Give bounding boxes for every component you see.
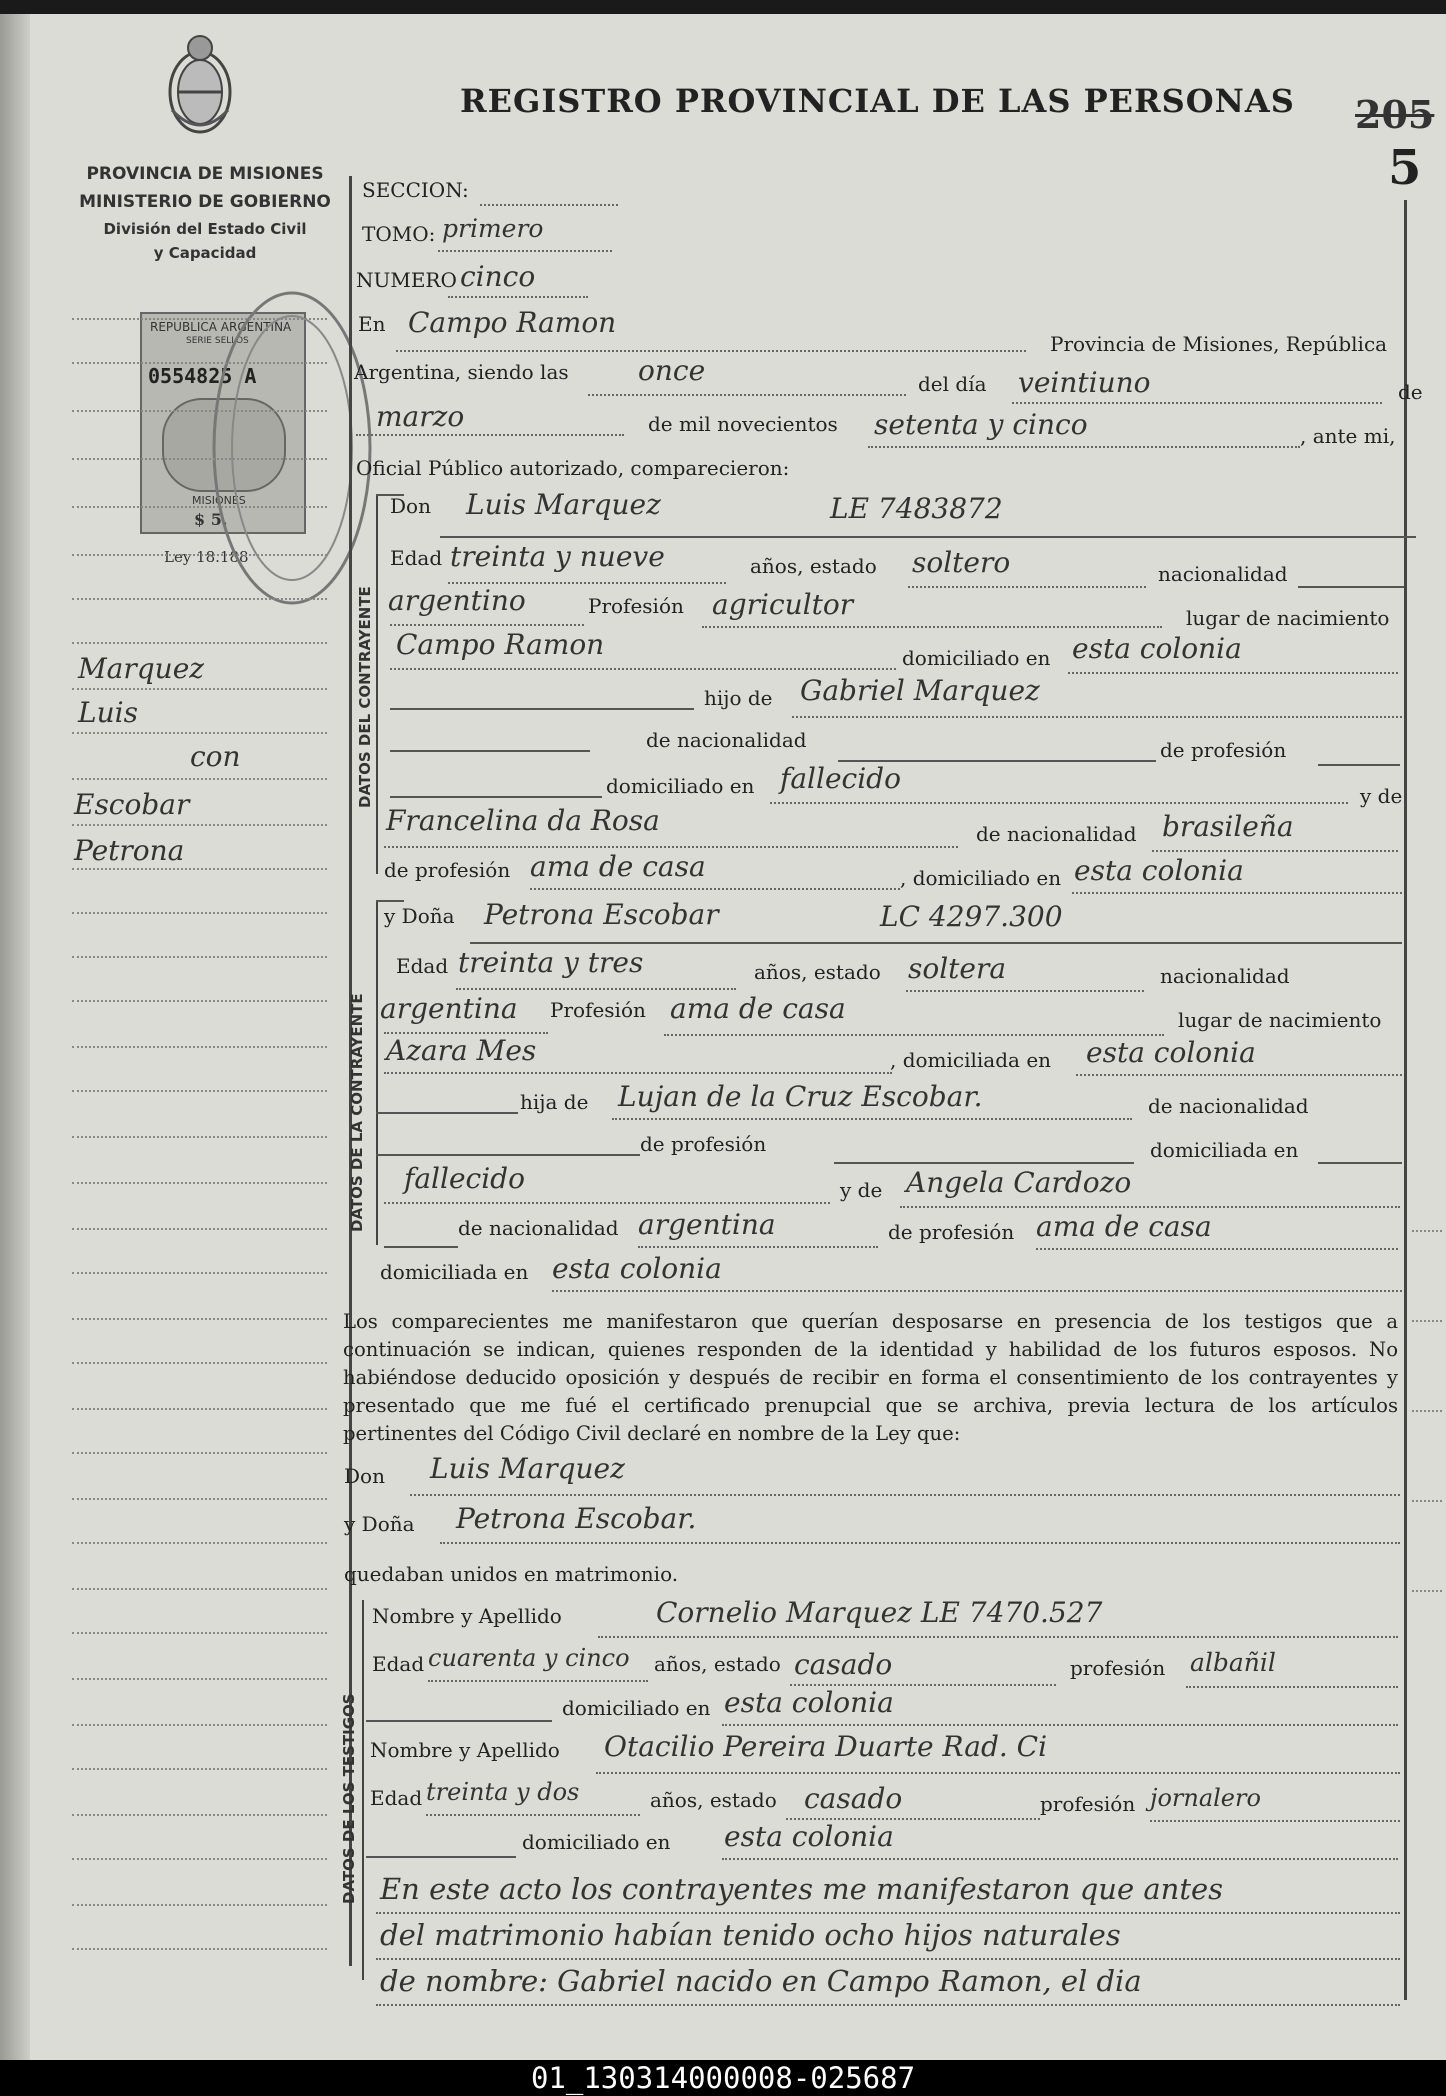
- stamp-country: REPUBLICA ARGENTINA: [150, 320, 292, 334]
- hijo-de-label: hijo de: [704, 686, 773, 710]
- padre-prof-label: de profesión: [1160, 738, 1287, 762]
- institution-line-2: MINISTERIO DE GOBIERNO: [79, 192, 331, 212]
- estado2-value: soltera: [908, 952, 1007, 985]
- margin-note-5: Petrona: [74, 834, 185, 867]
- oficial-label: Oficial Público autorizado, comparecieron:: [356, 456, 790, 480]
- madre2-nac-label: de nacionalidad: [458, 1216, 619, 1240]
- corner-number-struck: 205: [1355, 92, 1435, 137]
- decl-dona-label: y Doña: [344, 1512, 415, 1536]
- margin-note-4: Escobar: [74, 788, 190, 821]
- padre-nac-label: de nacionalidad: [646, 728, 807, 752]
- dia-value: veintiuno: [1018, 366, 1151, 399]
- numero-value: cinco: [460, 260, 536, 293]
- t1-edad-value: cuarenta y cinco: [428, 1644, 630, 1672]
- mes-value: marzo: [376, 400, 465, 433]
- domicilio2-value: esta colonia: [1086, 1036, 1256, 1069]
- stamp-series: SERIE SELLOS: [186, 336, 249, 346]
- padre-value: Gabriel Marquez: [800, 674, 1040, 707]
- t1-prof-label: profesión: [1070, 1656, 1166, 1680]
- numero-label: NUMERO: [356, 268, 457, 292]
- dona-label: y Doña: [384, 904, 455, 928]
- institution-line-3: División del Estado Civil: [103, 220, 307, 238]
- don-label: Don: [390, 494, 431, 518]
- contrayenta-bracket: [376, 900, 378, 1245]
- ante-label: , ante mi,: [1300, 424, 1396, 448]
- de-label: de: [1398, 380, 1423, 404]
- t1-domic-value: esta colonia: [724, 1686, 894, 1719]
- decl-don-label: Don: [344, 1464, 385, 1488]
- edad-value: treinta y nueve: [450, 540, 665, 573]
- t1-prof-value: albañil: [1190, 1648, 1276, 1677]
- madre-prof-value: ama de casa: [530, 850, 706, 883]
- lugar-label: lugar de nacimiento: [1186, 606, 1390, 630]
- testigos-bracket: [362, 1600, 364, 1980]
- madre-dom-label: , domiciliado en: [900, 866, 1062, 890]
- image-caption: 01_130314000008-025687: [0, 2060, 1446, 2096]
- note-line-1: En este acto los contrayentes me manifestaron que antes: [380, 1872, 1224, 1906]
- binding-edge: [0, 14, 30, 2060]
- t2-edad-value: treinta y dos: [426, 1778, 580, 1806]
- don-document: LE 7483872: [830, 492, 1003, 525]
- y-de2-label: y de: [840, 1178, 883, 1202]
- margin-note-1: Marquez: [78, 652, 205, 685]
- coat-of-arms-icon: [160, 30, 240, 140]
- estado-value: soltero: [912, 546, 1011, 579]
- institution-line-1: PROVINCIA DE MISIONES: [86, 164, 324, 184]
- lugar2-value: Azara Mes: [386, 1034, 537, 1067]
- padre2-nac-label: de nacionalidad: [1148, 1094, 1309, 1118]
- anio-value: setenta y cinco: [874, 408, 1088, 441]
- madre-prof-label: de profesión: [384, 858, 511, 882]
- t2-nombre-value: Otacilio Pereira Duarte Rad. Ci: [604, 1730, 1048, 1763]
- madre2-nac-value: argentina: [638, 1208, 776, 1241]
- institution-line-4: y Capacidad: [153, 244, 257, 262]
- edad2-value: treinta y tres: [458, 946, 644, 979]
- madre2-dom-value: esta colonia: [552, 1252, 722, 1285]
- madre-nac-label: de nacionalidad: [976, 822, 1137, 846]
- en-value: Campo Ramon: [408, 306, 617, 339]
- argentina-label: Argentina, siendo las: [354, 360, 569, 384]
- dona-value: Petrona Escobar: [484, 898, 719, 931]
- anios-estado2-label: años, estado: [754, 960, 881, 984]
- hija-de-label: hija de: [520, 1090, 589, 1114]
- contrayente-bracket: [376, 494, 378, 874]
- profesion-label: Profesión: [588, 594, 684, 618]
- t2-domic-value: esta colonia: [724, 1820, 894, 1853]
- tomo-label: TOMO:: [362, 222, 436, 246]
- madre-dom-value: esta colonia: [1074, 854, 1244, 887]
- domicilio-value: esta colonia: [1072, 632, 1242, 665]
- madre-nac-value: brasileña: [1162, 810, 1294, 843]
- official-seal-icon: [212, 288, 382, 608]
- padre-domic-value: fallecido: [780, 762, 901, 795]
- nac2-value: argentina: [380, 992, 518, 1025]
- t1-edad-label: Edad: [372, 1652, 425, 1676]
- note-line-2: del matrimonio habían tenido ocho hijos naturales: [380, 1918, 1121, 1952]
- t2-prof-label: profesión: [1040, 1792, 1136, 1816]
- madre2-value: Angela Cardozo: [906, 1166, 1132, 1199]
- don-value: Luis Marquez: [466, 488, 661, 521]
- t2-anios-label: años, estado: [650, 1788, 777, 1812]
- section-label-contrayente: DATOS DEL CONTRAYENTE: [356, 586, 374, 808]
- hora-value: once: [638, 354, 706, 387]
- profesion2-value: ama de casa: [670, 992, 846, 1025]
- provincia-text: Provincia de Misiones, República: [1050, 332, 1388, 356]
- nacionalidad-label: nacionalidad: [1158, 562, 1288, 586]
- decl-dona-value: Petrona Escobar.: [456, 1502, 697, 1535]
- padre2-value: Lujan de la Cruz Escobar.: [618, 1080, 983, 1113]
- domicilio-label: domiciliado en: [902, 646, 1051, 670]
- right-form-rule: [1404, 200, 1407, 2000]
- t2-prof-value: jornalero: [1150, 1784, 1261, 1812]
- t2-domic-label: domiciliado en: [522, 1830, 671, 1854]
- corner-number: 5: [1388, 140, 1422, 196]
- lugar-value: Campo Ramon: [396, 628, 605, 661]
- madre2-prof-value: ama de casa: [1036, 1210, 1212, 1243]
- tomo-value: primero: [442, 214, 544, 243]
- dona-document: LC 4297.300: [880, 900, 1063, 933]
- stamp-number: 0554825 A: [148, 364, 257, 388]
- dia-label: del día: [918, 372, 987, 396]
- en-label: En: [358, 312, 386, 336]
- padre2-prof-label: de profesión: [640, 1132, 767, 1156]
- stamp-law: Ley 18.188: [164, 548, 249, 566]
- t2-estado-value: casado: [804, 1782, 903, 1815]
- madre-value: Francelina da Rosa: [386, 804, 660, 837]
- t1-estado-value: casado: [794, 1648, 893, 1681]
- t1-nombre-value: Cornelio Marquez LE 7470.527: [656, 1596, 1103, 1629]
- profesion2-label: Profesión: [550, 998, 646, 1022]
- nacionalidad2-label: nacionalidad: [1160, 964, 1290, 988]
- padre2-domic-label: domiciliada en: [1150, 1138, 1299, 1162]
- section-label-testigos: DATOS DE LOS TESTIGOS: [340, 1693, 358, 1904]
- seccion-label: SECCION:: [362, 178, 469, 202]
- edad-label: Edad: [390, 546, 443, 570]
- margin-note-3: con: [190, 740, 241, 773]
- t2-edad-label: Edad: [370, 1786, 423, 1810]
- t1-domic-label: domiciliado en: [562, 1696, 711, 1720]
- margin-note-2: Luis: [78, 696, 138, 729]
- nac-value: argentino: [388, 584, 526, 617]
- edad2-label: Edad: [396, 954, 449, 978]
- madre2-prof-label: de profesión: [888, 1220, 1015, 1244]
- decl-closing: quedaban unidos en matrimonio.: [344, 1562, 679, 1586]
- stamp-value: $ 5.: [194, 510, 228, 529]
- decl-don-value: Luis Marquez: [430, 1452, 625, 1485]
- anios-estado-label: años, estado: [750, 554, 877, 578]
- stamp-province: MISIONES: [192, 494, 246, 507]
- profesion-value: agricultor: [712, 588, 854, 621]
- padre2-fallecido: fallecido: [404, 1162, 525, 1195]
- domicilio2-label: , domiciliada en: [890, 1048, 1052, 1072]
- t1-anios-label: años, estado: [654, 1652, 781, 1676]
- padre-domic-label: domiciliado en: [606, 774, 755, 798]
- t2-nombre-label: Nombre y Apellido: [370, 1738, 560, 1762]
- section-label-contrayenta: DATOS DE LA CONTRAYENTE: [348, 993, 366, 1232]
- anio-label: de mil novecientos: [648, 412, 838, 436]
- t1-nombre-label: Nombre y Apellido: [372, 1604, 562, 1628]
- lugar2-label: lugar de nacimiento: [1178, 1008, 1382, 1032]
- registry-title: REGISTRO PROVINCIAL DE LAS PERSONAS: [460, 82, 1295, 120]
- note-line-3: de nombre: Gabriel nacido en Campo Ramon, el dia: [380, 1964, 1142, 1998]
- declaration-paragraph: Los comparecientes me manifestaron que querían desposarse en presencia de los testigos que a continuación se indican, quienes responden de la identidad y habilidad de los futuros esposos. No habiéndose deducido oposición y después de recibir en forma el consentimiento de los contrayentes y presentado que me fué el certificado prenupcial que se archiva, previa lectura de los artículos pertinentes del Código Civil declaré en nombre de la Ley que:: [343, 1310, 1398, 1445]
- madre2-dom-label: domiciliada en: [380, 1260, 529, 1284]
- y-de-label: y de: [1360, 784, 1403, 808]
